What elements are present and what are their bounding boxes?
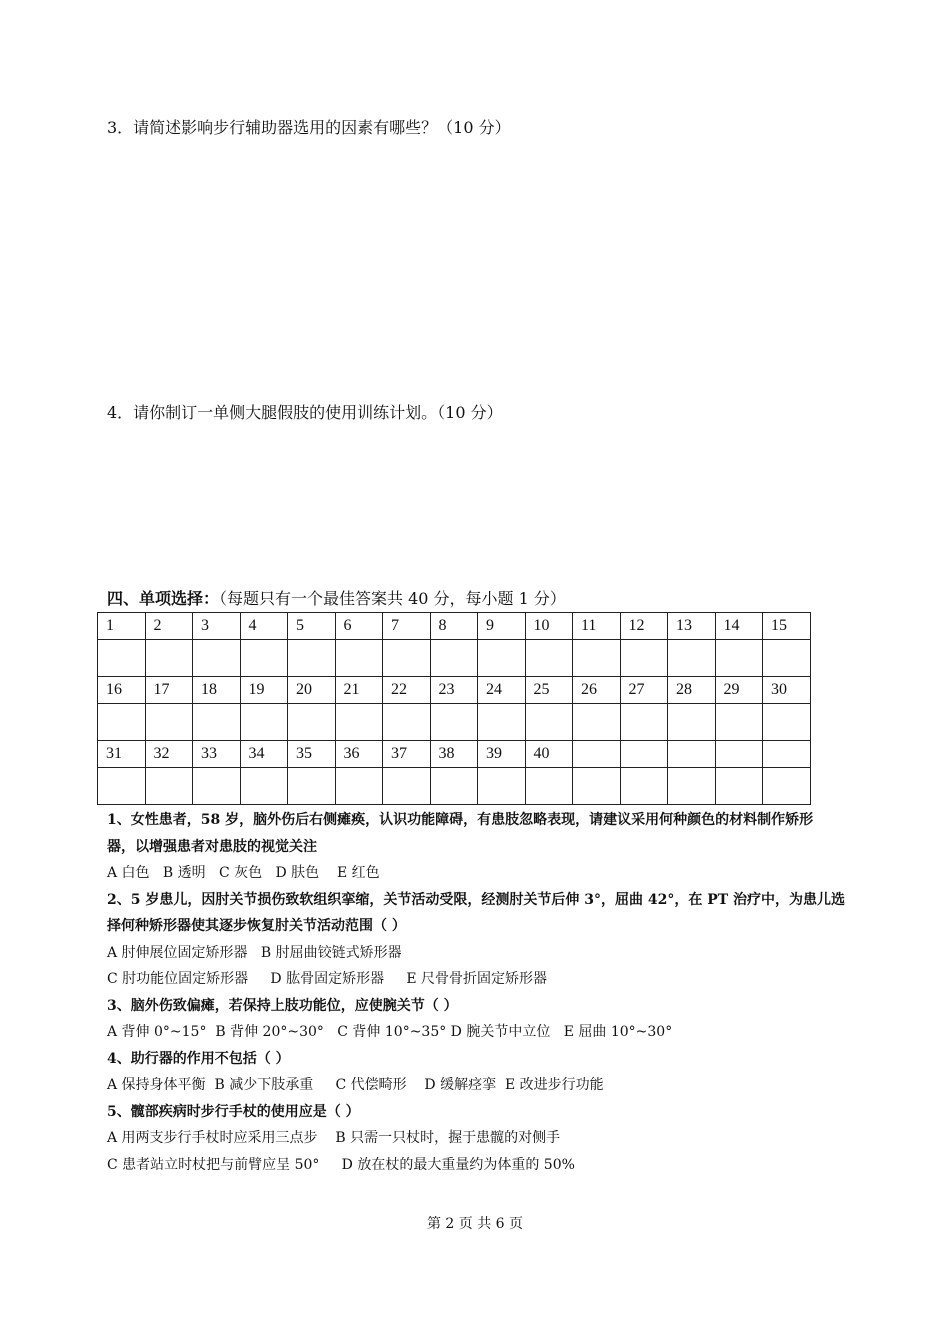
answer-grid-number-cell: 22	[383, 677, 431, 704]
answer-grid-number-cell: 11	[573, 613, 621, 640]
answer-grid-answer-row	[98, 704, 811, 741]
answer-grid-number-cell: 21	[335, 677, 383, 704]
mcq-stem-line: 器，以增强患者对患肢的视觉关注	[107, 838, 317, 855]
answer-grid-number-cell	[668, 741, 716, 768]
mcq-question	[107, 1046, 857, 1099]
answer-grid-number-cell: 13	[668, 613, 716, 640]
answer-grid-number-cell: 28	[668, 677, 716, 704]
answer-grid-number-cell: 39	[478, 741, 526, 768]
answer-cell[interactable]	[193, 768, 241, 805]
answer-cell[interactable]	[98, 704, 146, 741]
answer-grid-number-cell: 40	[525, 741, 573, 768]
answer-cell[interactable]	[383, 704, 431, 741]
answer-cell[interactable]	[573, 768, 621, 805]
answer-cell[interactable]	[240, 704, 288, 741]
answer-grid-number-cell: 33	[193, 741, 241, 768]
answer-cell[interactable]	[620, 768, 668, 805]
answer-grid-number-cell	[763, 741, 811, 768]
answer-grid-number-cell: 36	[335, 741, 383, 768]
answer-cell[interactable]	[478, 768, 526, 805]
answer-grid-number-cell: 15	[763, 613, 811, 640]
mcq-options-line: A 背伸 0°~15° B 背伸 20°~30° C 背伸 10°~35° D 腕关节中立位 E 屈曲 10°~30°	[107, 1024, 673, 1040]
answer-cell[interactable]	[668, 640, 716, 677]
mcq-list	[107, 807, 857, 1178]
question-3: 3．请简述影响步行辅助器选用的因素有哪些？（10 分）	[107, 118, 511, 137]
answer-cell[interactable]	[715, 704, 763, 741]
answer-cell[interactable]	[98, 640, 146, 677]
page-footer: 第 2 页 共 6 页	[426, 1216, 524, 1232]
answer-grid-number-cell: 26	[573, 677, 621, 704]
answer-cell[interactable]	[240, 768, 288, 805]
answer-grid-number-cell: 5	[288, 613, 336, 640]
answer-grid-number-cell: 10	[525, 613, 573, 640]
mcq-options-line: C 肘功能位固定矫形器 D 肱骨固定矫形器 E 尺骨骨折固定矫形器	[107, 971, 548, 987]
answer-grid-number-cell: 6	[335, 613, 383, 640]
answer-cell[interactable]	[478, 640, 526, 677]
answer-cell[interactable]	[383, 640, 431, 677]
answer-grid-number-cell: 27	[620, 677, 668, 704]
answer-cell[interactable]	[715, 768, 763, 805]
answer-cell[interactable]	[763, 640, 811, 677]
answer-grid-number-cell: 7	[383, 613, 431, 640]
mcq-question	[107, 993, 857, 1046]
answer-grid-number-cell	[620, 741, 668, 768]
answer-grid-answer-row	[98, 640, 811, 677]
answer-grid-number-cell	[573, 741, 621, 768]
answer-grid-number-cell: 17	[145, 677, 193, 704]
answer-cell[interactable]	[573, 704, 621, 741]
mcq-question	[107, 807, 857, 887]
mcq-options-line: C 患者站立时杖把与前臂应呈 50° D 放在杖的最大重量约为体重的 50%	[107, 1156, 575, 1173]
answer-grid-number-cell: 31	[98, 741, 146, 768]
answer-grid-number-row	[98, 613, 811, 640]
mcq-stem-line: 3、脑外伤致偏瘫，若保持上肢功能位，应使腕关节（ ）	[107, 997, 458, 1014]
answer-cell[interactable]	[525, 640, 573, 677]
answer-grid-number-cell: 30	[763, 677, 811, 704]
answer-cell[interactable]	[145, 704, 193, 741]
answer-cell[interactable]	[668, 768, 716, 805]
answer-grid-number-cell: 23	[430, 677, 478, 704]
answer-grid-number-cell: 2	[145, 613, 193, 640]
answer-cell[interactable]	[240, 640, 288, 677]
answer-grid-number-cell: 38	[430, 741, 478, 768]
answer-cell[interactable]	[145, 640, 193, 677]
answer-grid-number-cell: 35	[288, 741, 336, 768]
answer-cell[interactable]	[430, 640, 478, 677]
answer-grid-number-cell: 18	[193, 677, 241, 704]
mcq-stem-line: 4、助行器的作用不包括（ ）	[107, 1050, 290, 1067]
mcq-stem-line: 5、髋部疾病时步行手杖的使用应是（ ）	[107, 1103, 360, 1120]
section-4-heading	[107, 589, 566, 609]
answer-grid-number-cell: 20	[288, 677, 336, 704]
mcq-stem-line: 择何种矫形器使其逐步恢复肘关节活动范围（ ）	[107, 918, 406, 934]
answer-grid-number-cell: 34	[240, 741, 288, 768]
answer-grid-number-cell: 14	[715, 613, 763, 640]
answer-cell[interactable]	[525, 704, 573, 741]
answer-cell[interactable]	[98, 768, 146, 805]
answer-cell[interactable]	[288, 704, 336, 741]
answer-cell[interactable]	[763, 768, 811, 805]
answer-grid-number-row	[98, 741, 811, 768]
mcq-options-line: A 保持身体平衡 B 减少下肢承重 C 代偿畸形 D 缓解痉挛 E 改进步行功能	[107, 1077, 604, 1093]
answer-cell[interactable]	[668, 704, 716, 741]
answer-grid-number-cell: 25	[525, 677, 573, 704]
mcq-stem-line: 1、女性患者，58 岁，脑外伤后右侧瘫痪，认识功能障碍，有患肢忽略表现，请建议采用何种颜色的材料制作矫形	[107, 812, 814, 828]
mcq-question	[107, 887, 857, 993]
answer-cell[interactable]	[288, 640, 336, 677]
answer-grid-number-cell: 4	[240, 613, 288, 640]
answer-cell[interactable]	[715, 640, 763, 677]
answer-grid-number-cell: 16	[98, 677, 146, 704]
section-4-points: （每题只有一个最佳答案共 40 分，每小题 1 分）	[219, 589, 566, 608]
answer-cell[interactable]	[430, 704, 478, 741]
answer-cell[interactable]	[288, 768, 336, 805]
answer-grid-number-cell: 1	[98, 613, 146, 640]
answer-cell[interactable]	[335, 640, 383, 677]
answer-cell[interactable]	[620, 704, 668, 741]
answer-grid-number-cell: 32	[145, 741, 193, 768]
section-4-title: 四、单项选择：	[107, 589, 220, 608]
answer-cell[interactable]	[335, 704, 383, 741]
mcq-stem-line: 2、5 岁患儿，因肘关节损伤致软组织挛缩，关节活动受限，经测肘关节后伸 3°，屈曲 42°，在 PT 治疗中，为患儿选	[107, 891, 846, 908]
answer-grid-number-row	[98, 677, 811, 704]
answer-grid-number-cell: 29	[715, 677, 763, 704]
answer-cell[interactable]	[193, 640, 241, 677]
answer-grid-number-cell: 37	[383, 741, 431, 768]
mcq-options-line: A 白色 B 透明 C 灰色 D 肤色 E 红色	[107, 865, 380, 881]
answer-cell[interactable]	[383, 768, 431, 805]
mcq-question	[107, 1099, 857, 1179]
question-4: 4．请你制订一单侧大腿假肢的使用训练计划。（10 分）	[107, 403, 503, 422]
answer-cell[interactable]	[430, 768, 478, 805]
answer-cell[interactable]	[620, 640, 668, 677]
answer-cell[interactable]	[478, 704, 526, 741]
answer-cell[interactable]	[335, 768, 383, 805]
answer-grid-number-cell: 12	[620, 613, 668, 640]
answer-grid	[97, 612, 811, 805]
answer-cell[interactable]	[193, 704, 241, 741]
answer-grid-number-cell: 3	[193, 613, 241, 640]
mcq-options-line: A 用两支步行手杖时应采用三点步 B 只需一只杖时，握于患髋的对侧手	[107, 1130, 561, 1146]
answer-grid-number-cell: 24	[478, 677, 526, 704]
answer-grid-number-cell: 19	[240, 677, 288, 704]
answer-cell[interactable]	[145, 768, 193, 805]
answer-cell[interactable]	[573, 640, 621, 677]
mcq-options-line: A 肘伸展位固定矫形器 B 肘屈曲铰链式矫形器	[107, 944, 402, 961]
answer-grid-number-cell: 9	[478, 613, 526, 640]
answer-cell[interactable]	[763, 704, 811, 741]
answer-grid-number-cell: 8	[430, 613, 478, 640]
answer-cell[interactable]	[525, 768, 573, 805]
answer-grid-answer-row	[98, 768, 811, 805]
answer-grid-number-cell	[715, 741, 763, 768]
